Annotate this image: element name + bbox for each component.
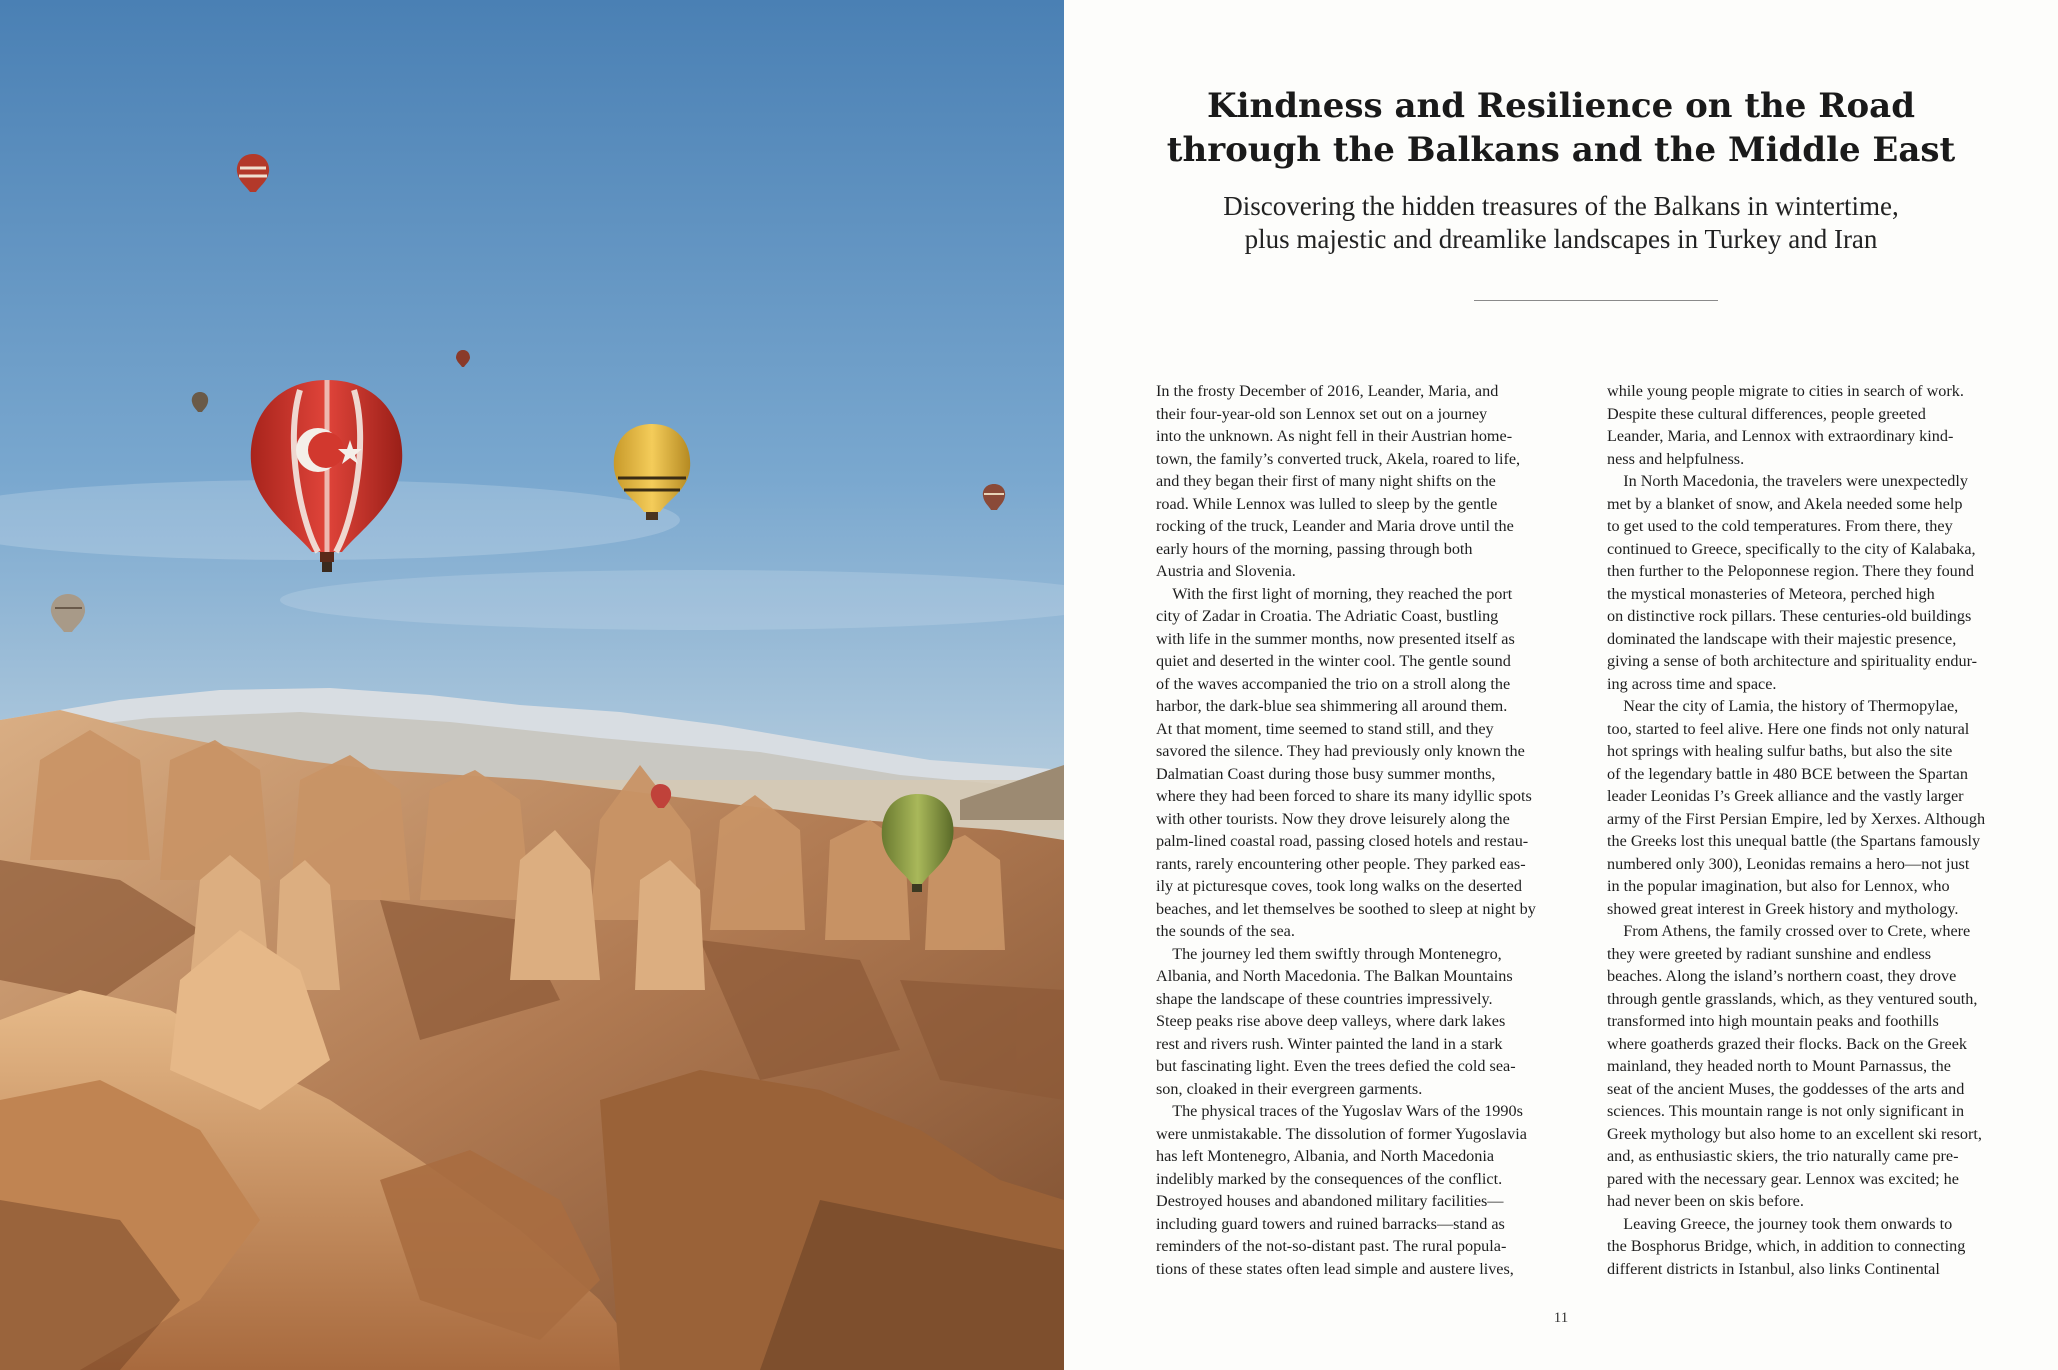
body-text-line: The physical traces of the Yugoslav Wars of the 1990s	[1156, 1102, 1523, 1120]
body-text-line: has left Montenegro, Albania, and North Macedonia	[1156, 1147, 1495, 1165]
body-text-line: into the unknown. As night fell in their Austrian home-	[1156, 427, 1513, 445]
body-text-line: the Greeks lost this unequal battle (the Spartans famously	[1607, 832, 1981, 850]
body-column-left	[1156, 380, 1586, 1280]
subtitle-line: Discovering the hidden treasures of the Balkans in wintertime,	[1223, 191, 1899, 221]
body-text-line: with life in the summer months, now presented itself as	[1156, 629, 1515, 648]
body-text-line: beaches, and let themselves be soothed to sleep at night by	[1156, 899, 1536, 918]
body-text-line: rest and rivers rush. Winter painted the land in a stark	[1156, 1034, 1503, 1053]
body-text-line: rocking of the truck, Leander and Maria drove until the	[1156, 517, 1514, 535]
body-text-line: different districts in Istanbul, also links Continental	[1607, 1259, 1940, 1278]
body-text-line: In North Macedonia, the travelers were unexpectedly	[1607, 472, 1968, 490]
body-text-line: From Athens, the family crossed over to Crete, where	[1607, 922, 1971, 940]
body-text-line: transformed into high mountain peaks and foothills	[1607, 1012, 1939, 1030]
body-text-line: Austria and Slovenia.	[1156, 562, 1296, 580]
title-line: through the Balkans and the Middle East	[1166, 130, 1956, 170]
body-text-line: to get used to the cold temperatures. From there, they	[1607, 517, 1953, 535]
body-text-line: Albania, and North Macedonia. The Balkan Mountains	[1156, 967, 1513, 985]
body-text-line: of the legendary battle in 480 BCE between the Spartan	[1607, 764, 1968, 783]
body-text-line: Destroyed houses and abandoned military facilities—	[1156, 1192, 1504, 1210]
body-text-line: leader Leonidas I’s Greek alliance and the vastly larger	[1607, 787, 1964, 805]
body-text-line: showed great interest in Greek history and mythology.	[1607, 899, 1959, 918]
body-text-line: At that moment, time seemed to stand still, and they	[1156, 719, 1494, 738]
body-text-line: on distinctive rock pillars. These centuries-old buildings	[1607, 607, 1972, 625]
body-text-line: the mystical monasteries of Meteora, perched high	[1607, 584, 1935, 603]
body-text-line: The journey led them swiftly through Montenegro,	[1156, 944, 1502, 963]
body-text-line: Leaving Greece, the journey took them onwards to	[1607, 1214, 1953, 1233]
body-text-line: Near the city of Lamia, the history of Thermopylae,	[1607, 697, 1959, 715]
body-text-line: in the popular imagination, but also for Lennox, who	[1607, 877, 1950, 895]
body-text-line: Despite these cultural differences, people greeted	[1607, 404, 1926, 423]
body-text-line: city of Zadar in Croatia. The Adriatic Coast, bustling	[1156, 607, 1499, 625]
body-text-line: Dalmatian Coast during those busy summer months,	[1156, 764, 1496, 783]
body-text-line: pared with the necessary gear. Lennox was excited; he	[1607, 1169, 1959, 1188]
body-text-line: quiet and deserted in the winter cool. The gentle sound	[1156, 652, 1511, 670]
body-text-line: ness and helpfulness.	[1607, 449, 1745, 468]
body-text-line: shape the landscape of these countries impressively.	[1156, 989, 1493, 1008]
article-title	[1064, 84, 2058, 172]
body-text-line: dominated the landscape with their majestic presence,	[1607, 629, 1957, 648]
body-text-line: giving a sense of both architecture and spirituality endur-	[1607, 652, 1978, 670]
body-text-line: mainland, they headed north to Mount Parnassus, the	[1607, 1057, 1951, 1075]
body-text-line: seat of the ancient Muses, the goddesses of the arts and	[1607, 1079, 1965, 1098]
body-text-line: ily at picturesque coves, took long walks on the deserted	[1156, 877, 1522, 895]
body-text-line: they were greeted by radiant sunshine and endless	[1607, 944, 1932, 963]
body-text-line: continued to Greece, specifically to the city of Kalabaka,	[1607, 539, 1976, 558]
body-text-line: reminders of the not-so-distant past. The rural popula-	[1156, 1237, 1507, 1255]
body-text-line: beaches. Along the island’s northern coast, they drove	[1607, 967, 1957, 985]
body-text-line: town, the family’s converted truck, Akela, roared to life,	[1156, 449, 1521, 468]
body-text-line: too, started to feel alive. Here one finds not only natural	[1607, 719, 1970, 738]
subtitle-line: plus majestic and dreamlike landscapes in Turkey and Iran	[1244, 224, 1878, 254]
body-text-line: Leander, Maria, and Lennox with extraordinary kind-	[1607, 427, 1954, 445]
body-text-line: savored the silence. They had previously only known the	[1156, 742, 1525, 760]
body-text-line: numbered only 300), Leonidas remains a hero—not just	[1607, 854, 1970, 873]
body-text-line: their four-year-old son Lennox set out on a journey	[1156, 404, 1488, 423]
body-text-line: harbor, the dark-blue sea shimmering all around them.	[1156, 697, 1508, 715]
body-column-right	[1607, 380, 2037, 1280]
body-text-line: hot springs with healing sulfur baths, but also the site	[1607, 742, 1953, 760]
article-subtitle	[1064, 190, 2058, 256]
body-text-line: early hours of the morning, passing through both	[1156, 539, 1473, 558]
body-text-line: In the frosty December of 2016, Leander, Maria, and	[1156, 382, 1499, 400]
body-text-line: road. While Lennox was lulled to sleep by the gentle	[1156, 494, 1498, 513]
divider	[1474, 300, 1718, 301]
body-text-line: met by a blanket of snow, and Akela needed some help	[1607, 494, 1963, 513]
body-text-line: and, as enthusiastic skiers, the trio naturally came pre-	[1607, 1147, 1959, 1165]
body-text-line: the Bosphorus Bridge, which, in addition to connecting	[1607, 1237, 1966, 1255]
body-text-line: palm-lined coastal road, passing closed hotels and restau-	[1156, 832, 1529, 850]
body-text-line: ing across time and space.	[1607, 674, 1777, 693]
page-number: 11	[1553, 1310, 1569, 1326]
body-text-line: army of the First Persian Empire, led by Xerxes. Although	[1607, 809, 1986, 828]
body-text-line: son, cloaked in their evergreen garments.	[1156, 1079, 1423, 1098]
body-text-line: of the waves accompanied the trio on a stroll along the	[1156, 674, 1511, 693]
body-text-line: then further to the Peloponnese region. There they found	[1607, 562, 1974, 580]
article-page	[1064, 0, 2058, 1370]
body-text-line: including guard towers and ruined barracks—stand as	[1156, 1214, 1505, 1233]
body-text-line: where they had been forced to share its many idyllic spots	[1156, 787, 1532, 805]
body-text-line: had never been on skis before.	[1607, 1192, 1804, 1210]
body-text-line: rants, rarely encountering other people. They parked eas-	[1156, 854, 1526, 873]
body-text-line: and they began their first of many night shifts on the	[1156, 472, 1496, 490]
body-text-line: while young people migrate to cities in search of work.	[1607, 382, 1964, 400]
body-text-line: where goatherds grazed their flocks. Back on the Greek	[1607, 1034, 1968, 1053]
body-text-line: tions of these states often lead simple and austere lives,	[1156, 1259, 1514, 1278]
body-text-line: Greek mythology but also home to an excellent ski resort,	[1607, 1124, 1982, 1143]
title-line: Kindness and Resilience on the Road	[1207, 86, 1915, 126]
body-text-line: indelibly marked by the consequences of the conflict.	[1156, 1169, 1503, 1188]
body-text-line: with other tourists. Now they drove leisurely along the	[1156, 809, 1510, 828]
body-text-line: were unmistakable. The dissolution of former Yugoslavia	[1156, 1124, 1527, 1143]
body-text-line: but fascinating light. Even the trees defied the cold sea-	[1156, 1057, 1516, 1075]
body-text-line: the sounds of the sea.	[1156, 922, 1295, 940]
body-text-line: With the first light of morning, they reached the port	[1156, 584, 1513, 603]
body-text-line: sciences. This mountain range is not only significant in	[1607, 1102, 1965, 1120]
body-text-line: through gentle grasslands, which, as they ventured south,	[1607, 989, 1978, 1008]
body-text-line: Steep peaks rise above deep valleys, where dark lakes	[1156, 1012, 1506, 1030]
